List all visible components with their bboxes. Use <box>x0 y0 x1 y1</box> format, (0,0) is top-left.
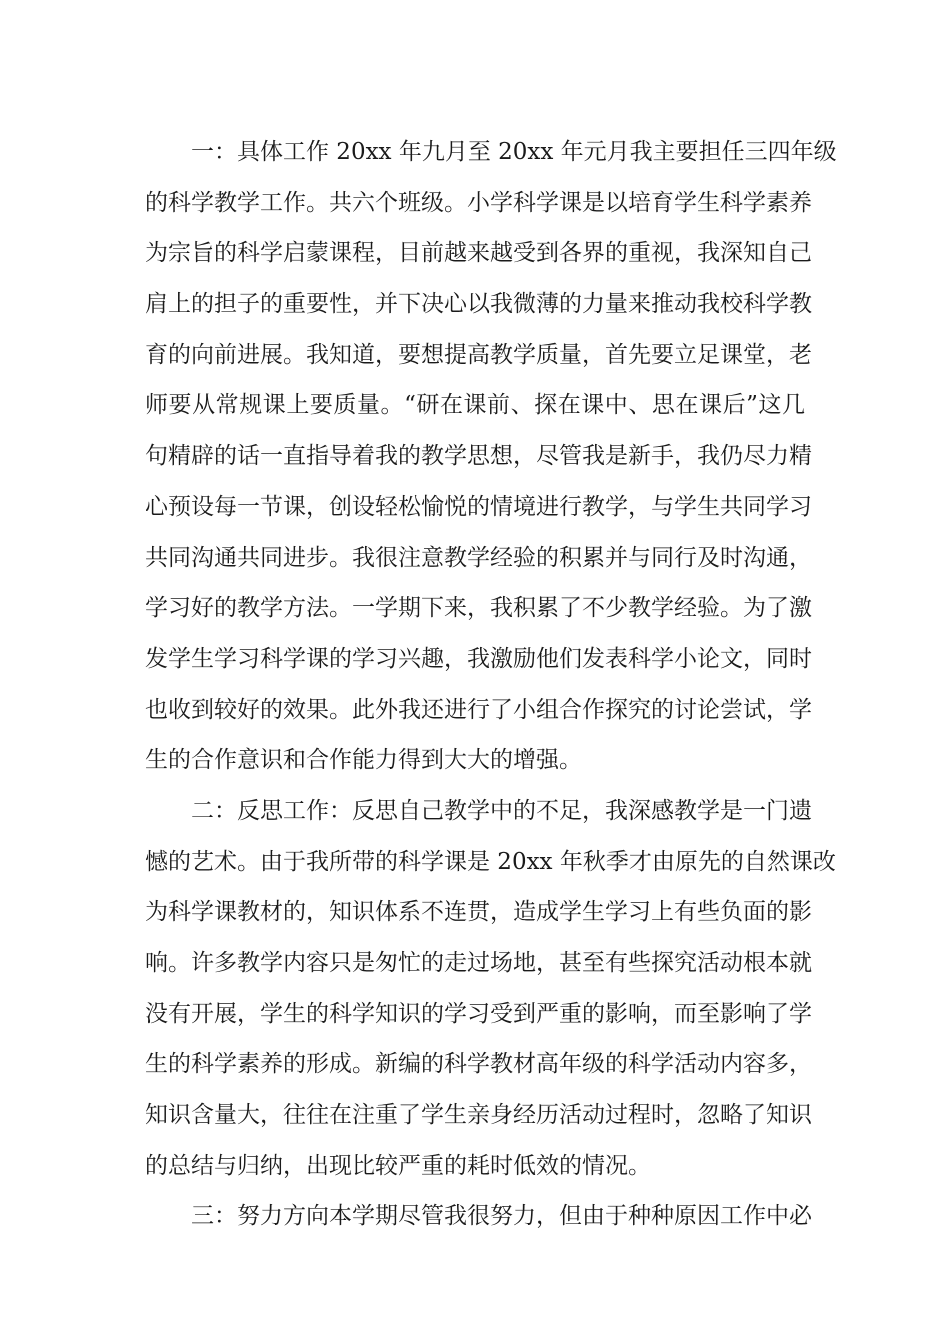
paragraph-1-line-4: 肩上的担子的重要性，并下决心以我微薄的力量来推动我校科学教 <box>145 291 812 318</box>
paragraph-1-line-11: 发学生学习科学课的学习兴趣，我激励他们发表科学小论文，同时 <box>145 645 812 672</box>
paragraph-1-line-6: 师要从常规课上要质量。“研在课前、探在课中、思在课后”这几 <box>145 392 805 419</box>
paragraph-1-line-8: 心预设每一节课，创设轻松愉悦的情境进行教学，与学生共同学习 <box>145 493 812 520</box>
paragraph-3-line-1: 三：努力方向本学期尽管我很努力，但由于种种原因工作中必 <box>191 1203 812 1230</box>
document-body <box>145 127 837 1242</box>
paragraph-2-line-7: 知识含量大，往往在注重了学生亲身经历活动过程时，忽略了知识 <box>145 1102 812 1129</box>
paragraph-2-line-8: 的总结与归纳，出现比较严重的耗时低效的情况。 <box>145 1152 651 1179</box>
paragraph-2-line-6: 生的科学素养的形成。新编的科学教材高年级的科学活动内容多， <box>145 1051 812 1078</box>
paragraph-2-line-1: 二：反思工作：反思自己教学中的不足，我深感教学是一门遗 <box>191 797 812 824</box>
paragraph-2-line-2: 憾的艺术。由于我所带的科学课是 20xx 年秋季才由原先的自然课改 <box>145 848 836 875</box>
paragraph-1-line-9: 共同沟通共同进步。我很注意教学经验的积累并与同行及时沟通， <box>145 544 812 571</box>
paragraph-1-line-13: 生的合作意识和合作能力得到大大的增强。 <box>145 747 582 774</box>
paragraph-1-line-12: 也收到较好的效果。此外我还进行了小组合作探究的讨论尝试，学 <box>145 696 812 723</box>
paragraph-1-line-5: 育的向前进展。我知道，要想提高教学质量，首先要立足课堂，老 <box>145 341 812 368</box>
paragraph-2-line-4: 响。许多教学内容只是匆忙的走过场地，甚至有些探究活动根本就 <box>145 950 812 976</box>
paragraph-2-line-5: 没有开展，学生的科学知识的学习受到严重的影响，而至影响了学 <box>145 1000 812 1027</box>
paragraph-1-line-10: 学习好的教学方法。一学期下来，我积累了不少教学经验。为了激 <box>145 595 812 622</box>
paragraph-2-line-3: 为科学课教材的，知识体系不连贯，造成学生学习上有些负面的影 <box>145 899 812 926</box>
paragraph-1-line-1: 一：具体工作 20xx 年九月至 20xx 年元月我主要担任三四年级 <box>191 139 837 165</box>
paragraph-1-line-2: 的科学教学工作。共六个班级。小学科学课是以培育学生科学素养 <box>145 189 812 216</box>
paragraph-1-line-3: 为宗旨的科学启蒙课程，目前越来越受到各界的重视，我深知自己 <box>145 240 812 267</box>
paragraph-1-line-7: 句精辟的话一直指导着我的教学思想，尽管我是新手，我仍尽力精 <box>145 443 812 470</box>
